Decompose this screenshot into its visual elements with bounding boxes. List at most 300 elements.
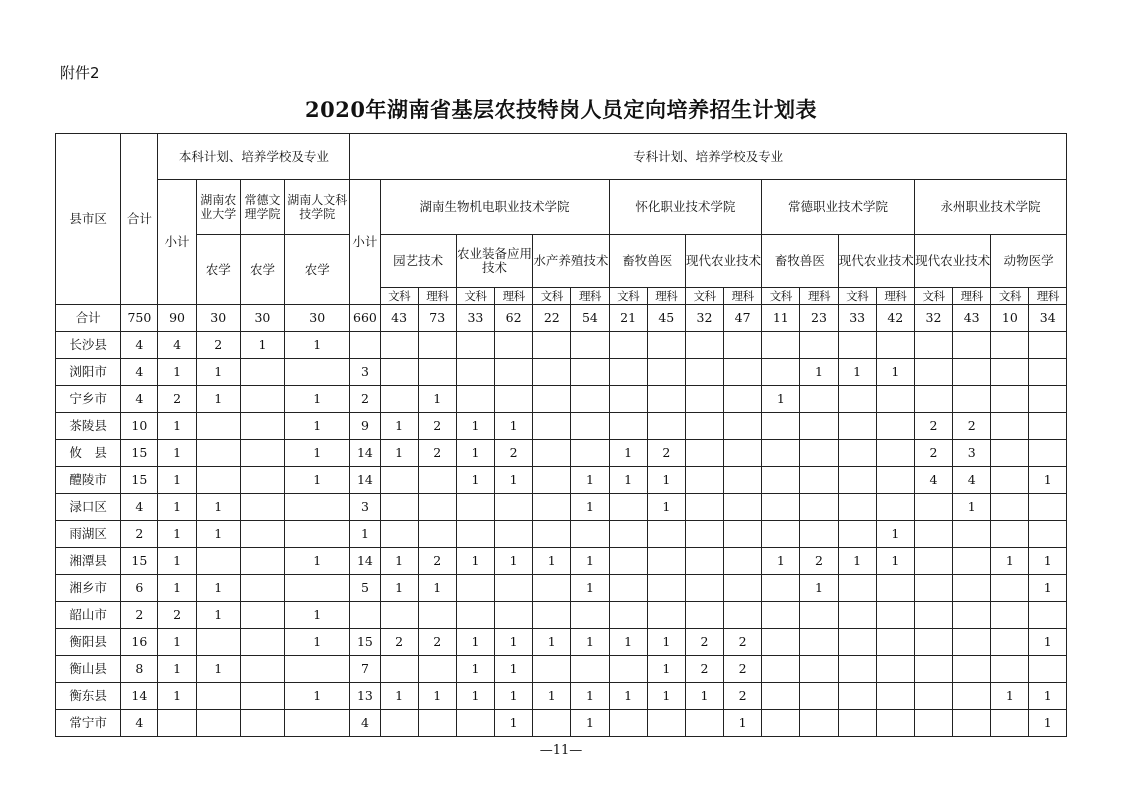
- college-subtotal-cell: 14: [350, 548, 380, 575]
- college-cell: 4: [953, 467, 991, 494]
- college-cell: [571, 521, 609, 548]
- college-subtotal-cell: 1: [350, 521, 380, 548]
- undergrad-cell: [240, 521, 284, 548]
- college-cell: [953, 548, 991, 575]
- college-cell: [724, 521, 762, 548]
- college-cell: [914, 332, 952, 359]
- header-major-nongxue-3: 农学: [285, 235, 350, 305]
- college-cell: [533, 440, 571, 467]
- undergrad-cell: [240, 467, 284, 494]
- header-science: 理科: [647, 288, 685, 305]
- header-major-nongxue-2: 农学: [240, 235, 284, 305]
- undergrad-cell: 1: [285, 548, 350, 575]
- county-name: 衡阳县: [56, 629, 121, 656]
- college-cell: 1: [838, 548, 876, 575]
- college-cell: [914, 548, 952, 575]
- college-cell: 1: [418, 575, 456, 602]
- total-cell: 2: [121, 602, 158, 629]
- college-cell: [380, 710, 418, 737]
- college-cell: 1: [609, 683, 647, 710]
- undergrad-cell: 1: [285, 386, 350, 413]
- college-cell: [991, 575, 1029, 602]
- undergrad-cell: [240, 629, 284, 656]
- college-subtotal-cell: 14: [350, 467, 380, 494]
- undergrad-subtotal-cell: 1: [158, 683, 196, 710]
- total-cell: 4: [121, 359, 158, 386]
- undergrad-cell: [285, 710, 350, 737]
- undergrad-cell: 1: [196, 602, 240, 629]
- college-cell: [762, 575, 800, 602]
- college-cell: 2: [495, 440, 533, 467]
- college-cell: 1: [838, 359, 876, 386]
- page-number: —11—: [539, 743, 583, 758]
- college-cell: 1: [380, 575, 418, 602]
- undergrad-cell: [240, 494, 284, 521]
- college-cell: [571, 413, 609, 440]
- table-row: [56, 413, 1067, 440]
- college-cell: 1: [647, 656, 685, 683]
- college-cell: [953, 521, 991, 548]
- undergrad-subtotal-cell: 1: [158, 629, 196, 656]
- college-cell: [1029, 440, 1067, 467]
- header-arts: 文科: [685, 288, 723, 305]
- college-cell: [762, 710, 800, 737]
- header-major-xiandai-2: 现代农业技术: [838, 235, 914, 288]
- attachment-label: 附件2: [60, 64, 100, 82]
- college-cell: 47: [724, 305, 762, 332]
- college-cell: [533, 467, 571, 494]
- college-cell: [380, 359, 418, 386]
- total-cell: 750: [121, 305, 158, 332]
- college-subtotal-cell: 2: [350, 386, 380, 413]
- header-science: 理科: [418, 288, 456, 305]
- undergrad-cell: 1: [240, 332, 284, 359]
- table-row: [56, 494, 1067, 521]
- college-cell: [685, 494, 723, 521]
- undergrad-cell: [240, 683, 284, 710]
- college-cell: 1: [724, 710, 762, 737]
- college-cell: [838, 710, 876, 737]
- total-cell: 2: [121, 521, 158, 548]
- college-cell: 1: [533, 683, 571, 710]
- county-name: 攸 县: [56, 440, 121, 467]
- college-cell: [685, 575, 723, 602]
- college-cell: [647, 332, 685, 359]
- college-cell: [762, 332, 800, 359]
- college-cell: 1: [800, 575, 838, 602]
- college-cell: 62: [495, 305, 533, 332]
- college-cell: [380, 494, 418, 521]
- college-cell: [838, 467, 876, 494]
- college-cell: [724, 359, 762, 386]
- college-cell: [724, 332, 762, 359]
- table-row: [56, 440, 1067, 467]
- college-cell: [685, 386, 723, 413]
- college-cell: [876, 413, 914, 440]
- undergrad-subtotal-cell: 2: [158, 602, 196, 629]
- total-cell: 4: [121, 710, 158, 737]
- total-cell: 15: [121, 548, 158, 575]
- college-cell: [914, 359, 952, 386]
- college-cell: [1029, 494, 1067, 521]
- college-cell: [647, 386, 685, 413]
- college-cell: [876, 575, 914, 602]
- college-cell: 10: [991, 305, 1029, 332]
- page-title: 2020年湖南省基层农技特岗人员定向培养招生计划表: [305, 97, 817, 122]
- college-cell: [380, 602, 418, 629]
- table-row: [56, 602, 1067, 629]
- college-cell: [991, 494, 1029, 521]
- undergrad-cell: [196, 548, 240, 575]
- college-cell: 1: [495, 413, 533, 440]
- college-cell: [953, 359, 991, 386]
- college-subtotal-cell: 9: [350, 413, 380, 440]
- undergrad-subtotal-cell: 1: [158, 413, 196, 440]
- college-cell: [838, 332, 876, 359]
- total-cell: 15: [121, 467, 158, 494]
- college-cell: [609, 494, 647, 521]
- undergrad-cell: [240, 386, 284, 413]
- undergrad-cell: 1: [196, 386, 240, 413]
- college-subtotal-cell: 3: [350, 359, 380, 386]
- header-major-xiandai-3: 现代农业技术: [914, 235, 990, 288]
- college-cell: 73: [418, 305, 456, 332]
- college-cell: [876, 602, 914, 629]
- college-cell: [762, 494, 800, 521]
- college-cell: [724, 548, 762, 575]
- college-cell: [456, 386, 494, 413]
- college-cell: [876, 440, 914, 467]
- header-major-dongwu: 动物医学: [991, 235, 1067, 288]
- college-cell: [495, 521, 533, 548]
- county-name: 衡山县: [56, 656, 121, 683]
- college-cell: [991, 332, 1029, 359]
- header-major-nongye-zhuangbei: 农业装备应用技术: [456, 235, 532, 288]
- college-cell: [953, 386, 991, 413]
- college-cell: [1029, 413, 1067, 440]
- college-cell: [380, 521, 418, 548]
- college-cell: [800, 521, 838, 548]
- header-school-hunan-shengwu: 湖南生物机电职业技术学院: [380, 180, 609, 235]
- header-major-yuanyi: 园艺技术: [380, 235, 456, 288]
- college-cell: [876, 332, 914, 359]
- undergrad-cell: 1: [196, 656, 240, 683]
- college-cell: [800, 602, 838, 629]
- table-row: [56, 359, 1067, 386]
- total-cell: 10: [121, 413, 158, 440]
- college-cell: [495, 332, 533, 359]
- college-cell: [685, 602, 723, 629]
- college-cell: 1: [495, 683, 533, 710]
- college-cell: 1: [495, 629, 533, 656]
- college-cell: [724, 413, 762, 440]
- header-science: 理科: [876, 288, 914, 305]
- header-county: 县市区: [56, 134, 121, 305]
- college-subtotal-cell: [350, 332, 380, 359]
- college-cell: 54: [571, 305, 609, 332]
- college-cell: 1: [495, 467, 533, 494]
- college-cell: [418, 467, 456, 494]
- county-name: 湘潭县: [56, 548, 121, 575]
- college-cell: [914, 575, 952, 602]
- table-row: [56, 710, 1067, 737]
- table-row: [56, 575, 1067, 602]
- college-cell: 1: [495, 656, 533, 683]
- college-cell: [838, 413, 876, 440]
- college-cell: [724, 575, 762, 602]
- college-cell: [380, 467, 418, 494]
- college-cell: [953, 332, 991, 359]
- college-cell: [418, 332, 456, 359]
- college-cell: [571, 656, 609, 683]
- college-cell: [762, 602, 800, 629]
- county-name: 宁乡市: [56, 386, 121, 413]
- undergrad-cell: [196, 683, 240, 710]
- undergrad-cell: [240, 575, 284, 602]
- college-cell: [914, 656, 952, 683]
- header-major-shuichan: 水产养殖技术: [533, 235, 609, 288]
- college-cell: [991, 467, 1029, 494]
- college-cell: [533, 710, 571, 737]
- table-row: [56, 305, 1067, 332]
- college-cell: [609, 521, 647, 548]
- college-cell: 1: [380, 440, 418, 467]
- college-cell: 1: [647, 629, 685, 656]
- college-cell: 32: [914, 305, 952, 332]
- college-cell: [571, 440, 609, 467]
- college-cell: [685, 710, 723, 737]
- college-cell: [571, 386, 609, 413]
- undergrad-subtotal-cell: 4: [158, 332, 196, 359]
- college-cell: [1029, 359, 1067, 386]
- header-school-changde-zhiye: 常德职业技术学院: [762, 180, 915, 235]
- header-major-nongxue-1: 农学: [196, 235, 240, 305]
- college-cell: [418, 710, 456, 737]
- college-cell: 1: [1029, 548, 1067, 575]
- college-cell: 2: [800, 548, 838, 575]
- college-cell: 2: [685, 629, 723, 656]
- college-cell: 2: [418, 413, 456, 440]
- college-cell: 22: [533, 305, 571, 332]
- college-cell: [495, 494, 533, 521]
- college-cell: [991, 656, 1029, 683]
- college-cell: [685, 359, 723, 386]
- total-cell: 4: [121, 386, 158, 413]
- college-cell: 1: [876, 521, 914, 548]
- college-cell: [762, 656, 800, 683]
- undergrad-cell: [285, 521, 350, 548]
- college-cell: 1: [1029, 467, 1067, 494]
- college-cell: [609, 332, 647, 359]
- college-cell: [533, 413, 571, 440]
- undergrad-cell: 2: [196, 332, 240, 359]
- college-cell: [495, 359, 533, 386]
- county-name: 合计: [56, 305, 121, 332]
- college-cell: [876, 467, 914, 494]
- college-cell: [838, 575, 876, 602]
- college-cell: [456, 332, 494, 359]
- header-science: 理科: [571, 288, 609, 305]
- college-cell: 1: [571, 683, 609, 710]
- college-cell: 1: [495, 548, 533, 575]
- undergrad-cell: 1: [285, 467, 350, 494]
- college-cell: [953, 575, 991, 602]
- undergrad-subtotal-cell: 90: [158, 305, 196, 332]
- header-major-xumu-1: 畜牧兽医: [609, 235, 685, 288]
- college-cell: 33: [838, 305, 876, 332]
- college-cell: [724, 386, 762, 413]
- college-cell: [762, 413, 800, 440]
- college-cell: 2: [724, 683, 762, 710]
- total-cell: 16: [121, 629, 158, 656]
- college-cell: [800, 440, 838, 467]
- college-cell: [800, 683, 838, 710]
- college-cell: 1: [456, 548, 494, 575]
- college-cell: 1: [1029, 710, 1067, 737]
- college-cell: [953, 656, 991, 683]
- header-arts: 文科: [533, 288, 571, 305]
- college-cell: [876, 710, 914, 737]
- undergrad-cell: [196, 413, 240, 440]
- college-cell: 1: [876, 548, 914, 575]
- college-cell: [380, 386, 418, 413]
- college-cell: [800, 710, 838, 737]
- college-cell: [609, 386, 647, 413]
- college-cell: 1: [647, 494, 685, 521]
- undergrad-cell: 1: [285, 413, 350, 440]
- header-school-yongzhou: 永州职业技术学院: [914, 180, 1066, 235]
- header-undergrad-subtotal: 小计: [158, 180, 196, 305]
- undergrad-cell: [285, 575, 350, 602]
- college-cell: [876, 494, 914, 521]
- college-cell: 42: [876, 305, 914, 332]
- college-cell: [647, 602, 685, 629]
- header-arts: 文科: [609, 288, 647, 305]
- undergrad-subtotal-cell: 1: [158, 656, 196, 683]
- undergrad-subtotal-cell: 1: [158, 575, 196, 602]
- undergrad-cell: 30: [240, 305, 284, 332]
- college-cell: 1: [533, 548, 571, 575]
- college-cell: 1: [953, 494, 991, 521]
- college-cell: [762, 440, 800, 467]
- college-cell: 2: [418, 548, 456, 575]
- college-cell: [876, 386, 914, 413]
- college-cell: [647, 359, 685, 386]
- college-cell: [380, 332, 418, 359]
- county-name: 湘乡市: [56, 575, 121, 602]
- college-cell: [724, 602, 762, 629]
- college-cell: [456, 602, 494, 629]
- college-cell: [533, 575, 571, 602]
- college-cell: [838, 683, 876, 710]
- header-college: 专科计划、培养学校及专业: [350, 134, 1067, 180]
- college-cell: [876, 656, 914, 683]
- college-cell: 1: [762, 386, 800, 413]
- header-arts: 文科: [456, 288, 494, 305]
- college-cell: [991, 602, 1029, 629]
- county-name: 醴陵市: [56, 467, 121, 494]
- total-cell: 6: [121, 575, 158, 602]
- college-cell: [914, 386, 952, 413]
- college-subtotal-cell: 5: [350, 575, 380, 602]
- undergrad-cell: [196, 629, 240, 656]
- college-cell: 1: [571, 710, 609, 737]
- college-cell: 21: [609, 305, 647, 332]
- header-school-changde-wenli: 常德文理学院: [240, 180, 284, 235]
- undergrad-subtotal-cell: 1: [158, 467, 196, 494]
- table-row: [56, 629, 1067, 656]
- college-cell: [609, 359, 647, 386]
- college-cell: [533, 494, 571, 521]
- total-cell: 4: [121, 332, 158, 359]
- college-cell: [456, 710, 494, 737]
- undergrad-cell: [196, 710, 240, 737]
- college-subtotal-cell: 4: [350, 710, 380, 737]
- county-name: 常宁市: [56, 710, 121, 737]
- undergrad-cell: [285, 494, 350, 521]
- college-cell: [685, 521, 723, 548]
- undergrad-cell: 1: [196, 521, 240, 548]
- college-cell: 2: [380, 629, 418, 656]
- college-cell: [800, 467, 838, 494]
- college-cell: [991, 413, 1029, 440]
- college-cell: 1: [1029, 683, 1067, 710]
- undergrad-cell: 1: [285, 629, 350, 656]
- college-cell: 4: [914, 467, 952, 494]
- undergrad-subtotal-cell: 1: [158, 521, 196, 548]
- header-arts: 文科: [380, 288, 418, 305]
- undergrad-cell: [196, 467, 240, 494]
- college-cell: 1: [609, 629, 647, 656]
- header-science: 理科: [953, 288, 991, 305]
- college-cell: [724, 440, 762, 467]
- college-cell: 1: [647, 683, 685, 710]
- college-cell: 1: [571, 548, 609, 575]
- college-subtotal-cell: 660: [350, 305, 380, 332]
- college-cell: [380, 656, 418, 683]
- college-cell: 1: [571, 575, 609, 602]
- college-cell: 43: [380, 305, 418, 332]
- total-cell: 4: [121, 494, 158, 521]
- college-subtotal-cell: 3: [350, 494, 380, 521]
- college-cell: [685, 413, 723, 440]
- college-cell: [914, 710, 952, 737]
- college-cell: 1: [456, 413, 494, 440]
- college-cell: [838, 494, 876, 521]
- college-cell: [800, 629, 838, 656]
- college-cell: [533, 359, 571, 386]
- college-subtotal-cell: 14: [350, 440, 380, 467]
- college-cell: [838, 386, 876, 413]
- college-cell: 23: [800, 305, 838, 332]
- college-cell: [609, 548, 647, 575]
- undergrad-cell: 1: [285, 602, 350, 629]
- college-cell: [800, 494, 838, 521]
- college-cell: [685, 332, 723, 359]
- college-cell: 1: [495, 710, 533, 737]
- county-name: 韶山市: [56, 602, 121, 629]
- header-science: 理科: [495, 288, 533, 305]
- total-cell: 14: [121, 683, 158, 710]
- college-cell: [495, 602, 533, 629]
- header-school-hunan-agri: 湖南农业大学: [196, 180, 240, 235]
- college-cell: [762, 629, 800, 656]
- undergrad-subtotal-cell: 1: [158, 548, 196, 575]
- header-arts: 文科: [762, 288, 800, 305]
- college-cell: 2: [724, 656, 762, 683]
- college-cell: [762, 359, 800, 386]
- college-cell: [914, 602, 952, 629]
